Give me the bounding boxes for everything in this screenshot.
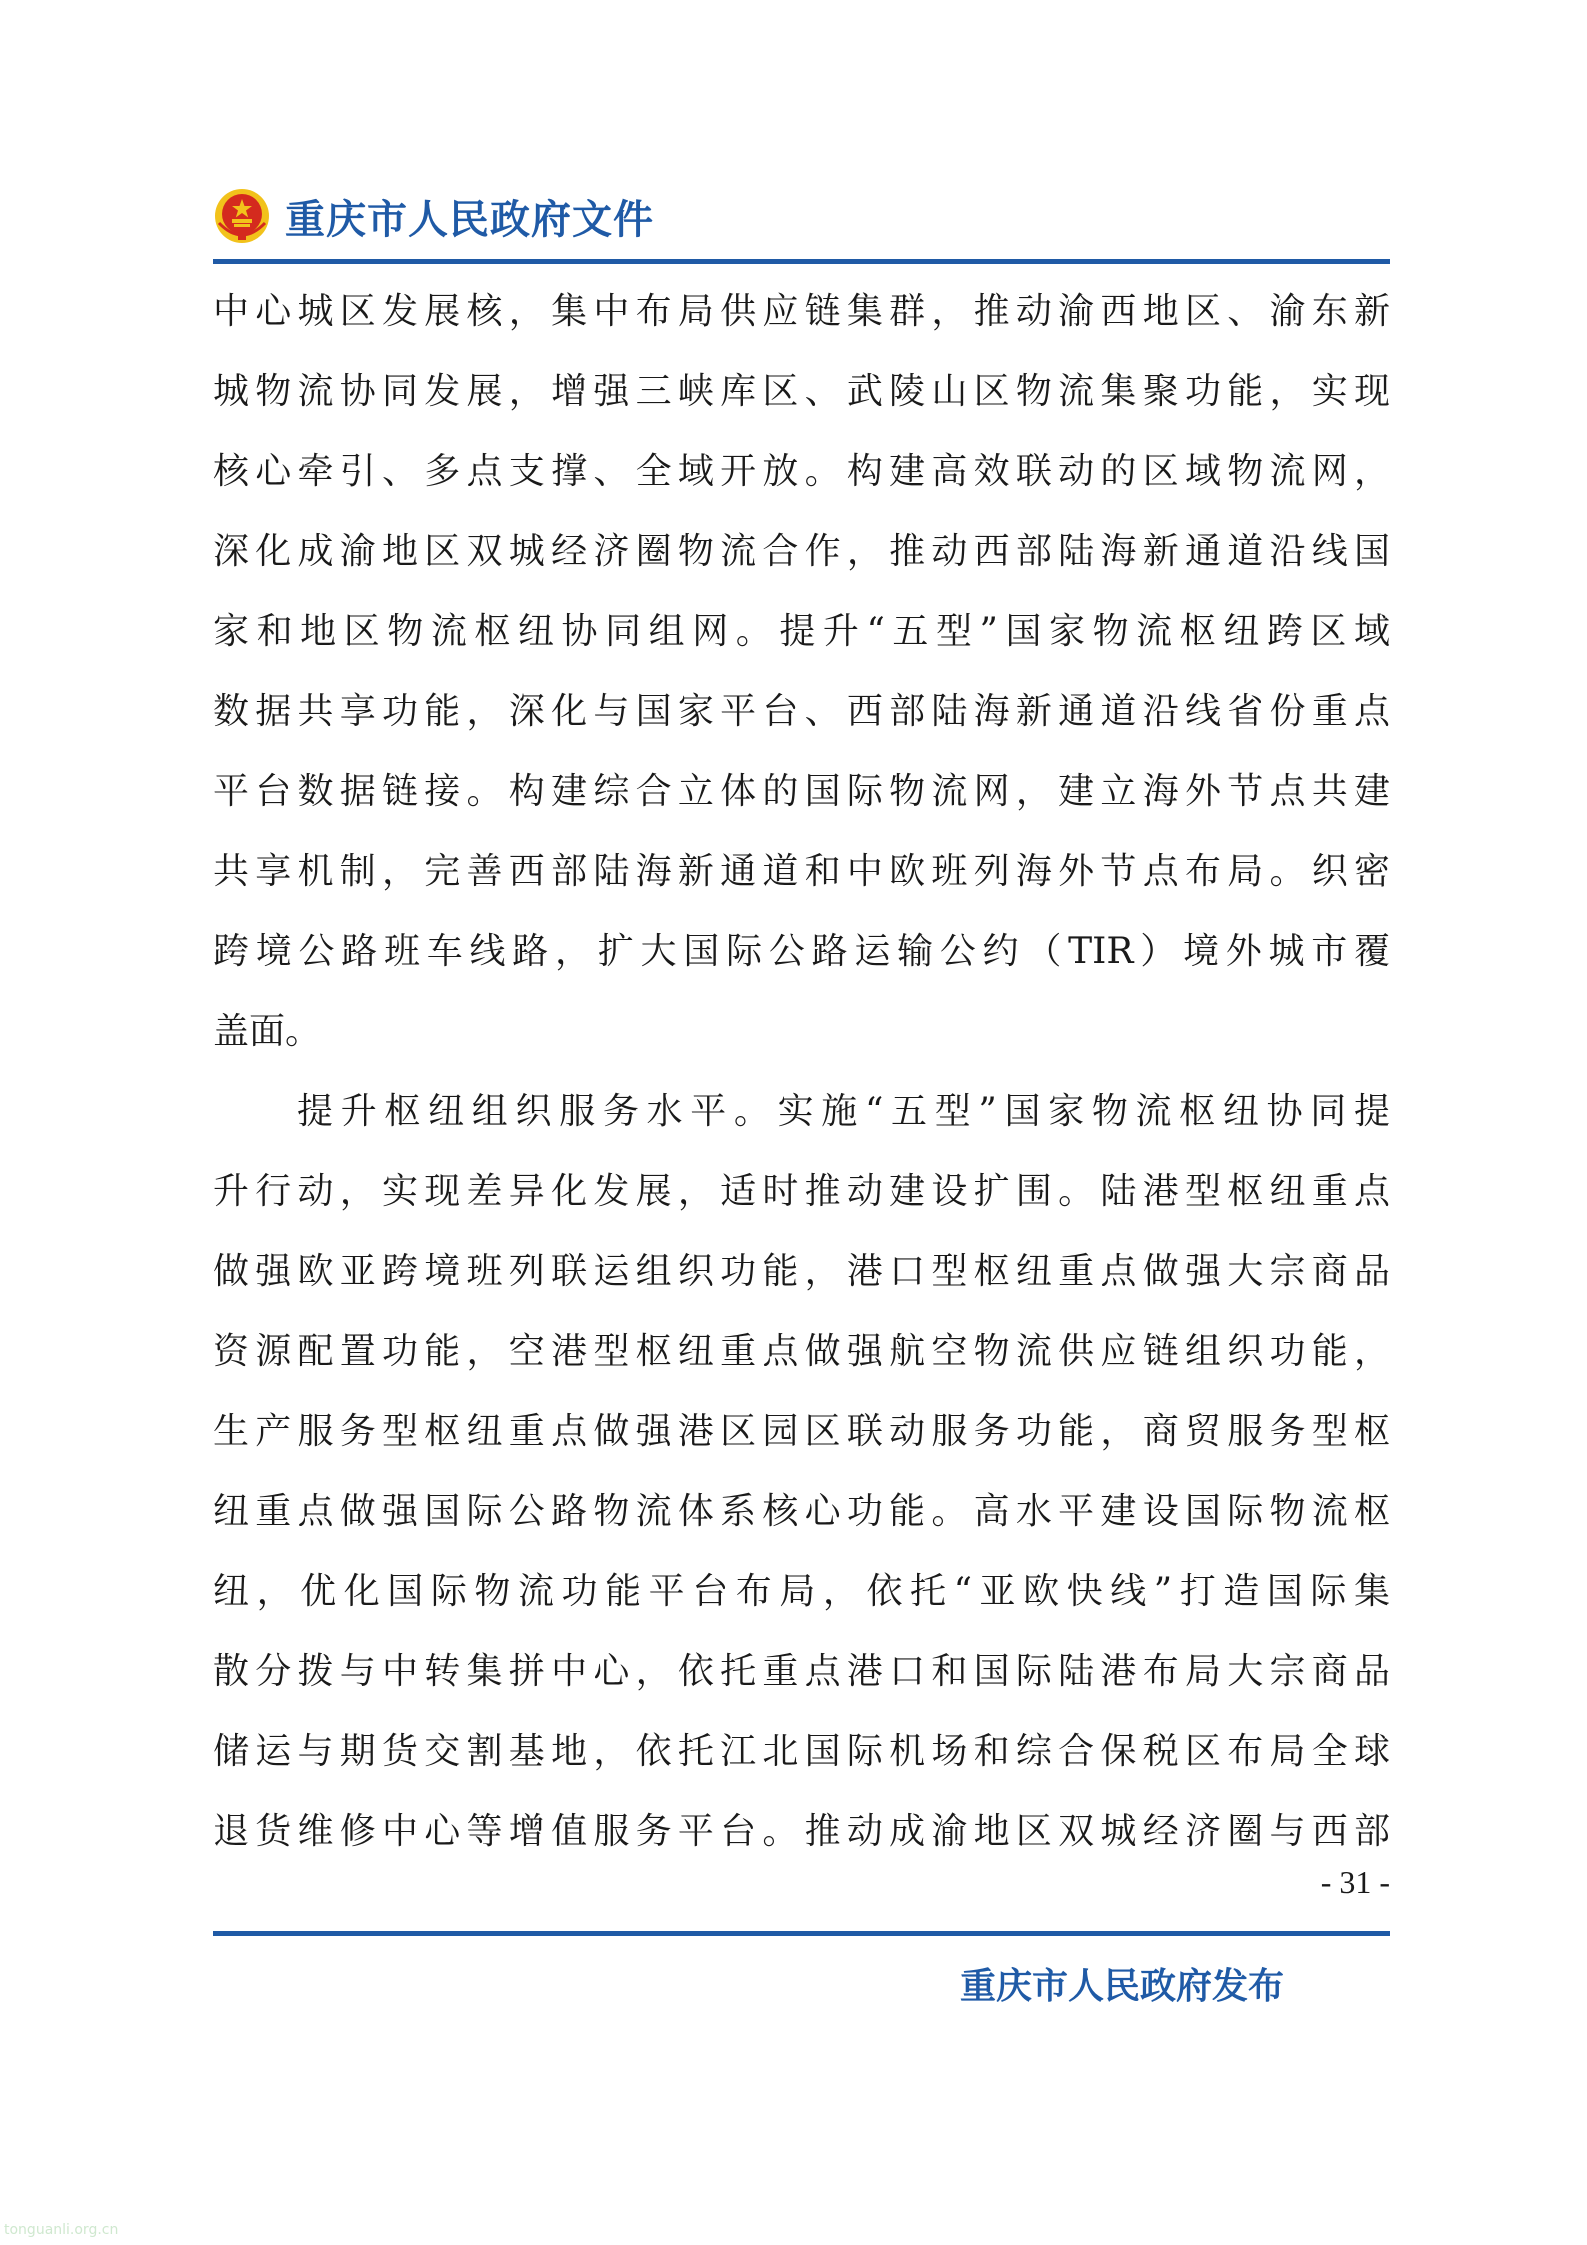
paragraph-line: 家和地区物流枢纽协同组网。提升“五型”国家物流枢纽跨区域	[213, 611, 1390, 652]
paragraph-line: 中心城区发展核，集中布局供应链集群，推动渝西地区、渝东新	[213, 291, 1390, 332]
header-title: 重庆市人民政府文件	[285, 196, 654, 242]
document-header	[213, 178, 654, 254]
national-emblem-icon	[213, 187, 271, 245]
paragraph-line: 城物流协同发展，增强三峡库区、武陵山区物流集聚功能，实现	[213, 371, 1390, 412]
paragraph-line: 深化成渝地区双城经济圈物流合作，推动西部陆海新通道沿线国	[213, 531, 1390, 572]
paragraph-line: 提升枢纽组织服务水平。实施“五型”国家物流枢纽协同提	[297, 1091, 1390, 1132]
paragraph-line: 升行动，实现差异化发展，适时推动建设扩围。陆港型枢纽重点	[213, 1171, 1390, 1212]
watermark-text: tonguanli.org.cn	[4, 2222, 119, 2238]
paragraph-line: 散分拨与中转集拼中心，依托重点港口和国际陆港布局大宗商品	[213, 1651, 1390, 1692]
paragraph-line: 盖面。	[213, 1011, 322, 1052]
paragraph-line: 生产服务型枢纽重点做强港区园区联动服务功能，商贸服务型枢	[213, 1411, 1390, 1452]
paragraph-line: 数据共享功能，深化与国家平台、西部陆海新通道沿线省份重点	[213, 691, 1390, 732]
paragraph-line: 退货维修中心等增值服务平台。推动成渝地区双城经济圈与西部	[213, 1811, 1390, 1852]
paragraph-line: 储运与期货交割基地，依托江北国际机场和综合保税区布局全球	[213, 1731, 1390, 1772]
paragraph-line: 纽重点做强国际公路物流体系核心功能。高水平建设国际物流枢	[213, 1491, 1390, 1532]
paragraph-line: 核心牵引、多点支撑、全域开放。构建高效联动的区域物流网，	[213, 451, 1390, 492]
paragraph-line: 纽，优化国际物流功能平台布局，依托“亚欧快线”打造国际集	[213, 1571, 1390, 1612]
page-number: - 31 -	[1320, 1864, 1390, 1900]
paragraph-line: 跨境公路班车线路，扩大国际公路运输公约（TIR）境外城市覆	[213, 931, 1390, 972]
footer-publisher: 重庆市人民政府发布	[960, 1966, 1285, 2006]
paragraph-line: 资源配置功能，空港型枢纽重点做强航空物流供应链组织功能，	[213, 1331, 1390, 1372]
paragraph-line: 做强欧亚跨境班列联运组织功能，港口型枢纽重点做强大宗商品	[213, 1251, 1390, 1292]
footer-rule	[213, 1931, 1390, 1936]
body-text	[213, 272, 1390, 1872]
header-rule	[213, 259, 1390, 264]
paragraph-line: 共享机制，完善西部陆海新通道和中欧班列海外节点布局。织密	[213, 851, 1390, 892]
paragraph-line: 平台数据链接。构建综合立体的国际物流网，建立海外节点共建	[213, 771, 1390, 812]
